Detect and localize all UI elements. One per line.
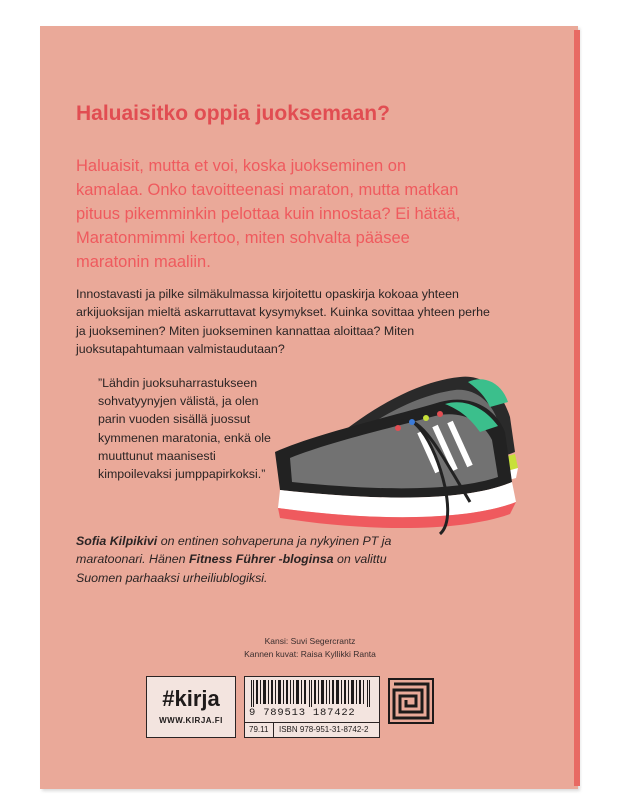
author-bio-text-1: on entinen sohvaperuna ja nykyinen PT ja maratoonari. Hänen	[76, 534, 392, 567]
kirja-url: WWW.KIRJA.FI	[159, 716, 223, 725]
intro-paragraph: Haluaisit, mutta et voi, koska juokseminen on kamalaa. Onko tavoitteenasi maraton, mutta matkan pituus pikemminkin pelottaa kuin innostaa? Ei hätää, Maratonmimmi kertoo, miten sohvalta pääsee maratonin maaliin.	[76, 157, 461, 271]
price-code: 79.11	[249, 725, 269, 734]
kirja-logo: #kirja	[162, 686, 220, 711]
photo-credit: Kannen kuvat: Raisa Kyllikki Ranta	[244, 649, 376, 659]
author-name: Sofia Kilpikivi	[76, 534, 158, 548]
barcode-digits: 9 789513 187422	[249, 707, 356, 719]
barcode-footer	[245, 722, 379, 738]
running-shoes-image	[270, 362, 565, 537]
quote: ”Lähdin juoksuharrastukseen sohvatyynyjen välistä, ja olen parin vuoden sisällä juossut kymmenen maratonia, enkä ole muuttunut maanisesti kimpoilevaksi jumppapirkoksi.”	[98, 376, 271, 482]
barcode-box	[244, 676, 380, 738]
cover-credit: Kansi: Suvi Segercrantz	[264, 636, 356, 646]
headline: Haluaisitko oppia juoksemaan?	[76, 102, 390, 125]
publisher-maze-logo-icon	[388, 678, 434, 724]
publisher-logo-box	[146, 676, 236, 738]
author-bio-text-2: on valittu Suomen parhaaksi urheiliublogiksi.	[76, 552, 387, 585]
isbn: ISBN 978-951-31-8742-2	[279, 725, 369, 734]
cover-edge	[574, 30, 580, 786]
author-blog: Fitness Führer -bloginsa	[188, 552, 334, 567]
barcode-icon	[249, 680, 377, 707]
author-bio	[76, 532, 406, 587]
barcode-separator	[273, 723, 274, 738]
credits	[210, 635, 410, 661]
body-paragraph: Innostavasti ja pilke silmäkulmassa kirjoitettu opaskirja kokoaa yhteen arkijuoksijan mieltä askarruttavat kysymykset. Kuinka sovittaa yhteen perhe ja juokseminen? Miten juokseminen kannattaa aloittaa? Miten juoksutapahtumaan valmistaudutaan?	[76, 287, 490, 357]
